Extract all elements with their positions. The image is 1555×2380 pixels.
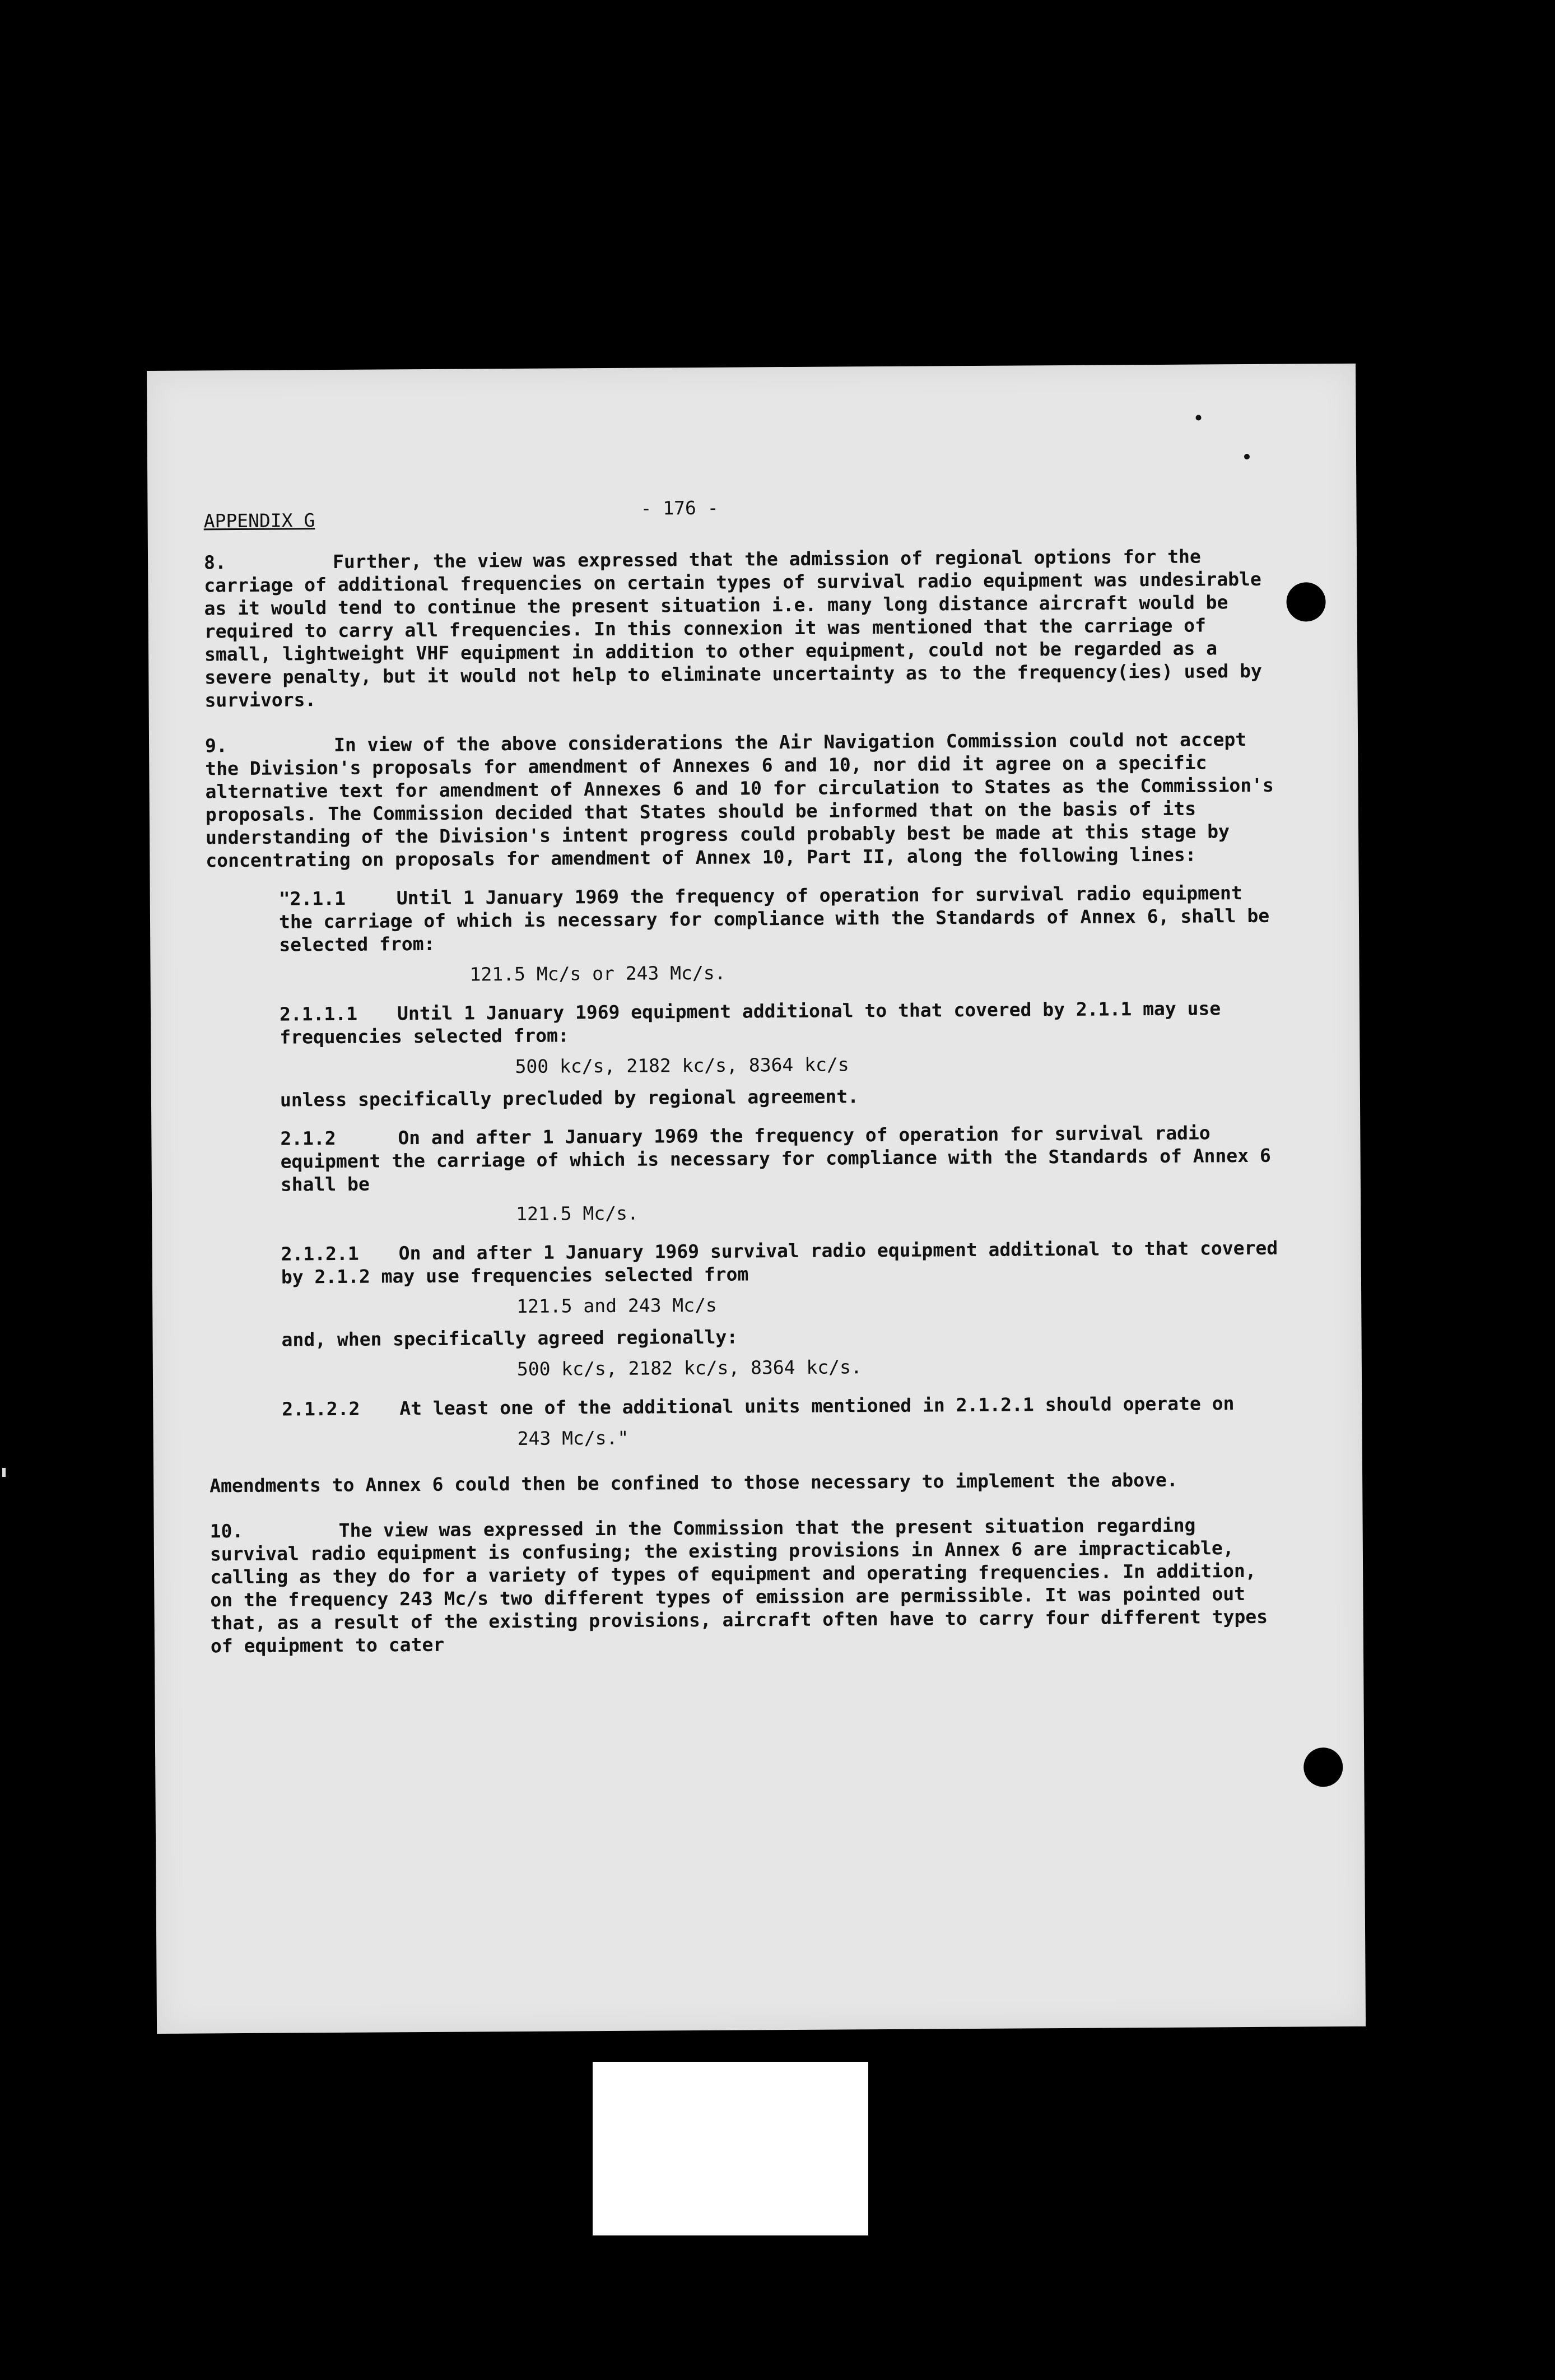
item-2-1-1-1	[280, 997, 1282, 1049]
paragraph-8	[204, 545, 1281, 712]
paragraph-number: 8.	[203, 551, 226, 574]
item-2-1-2-2	[282, 1392, 1284, 1421]
frequency-line: 500 kc/s, 2182 kc/s, 8364 kc/s.	[516, 1356, 862, 1380]
paragraph-text: Further, the view was expressed that the admission of regional options for the carriage of additional frequencies on certain types of survival radio equipment was undesirable as it would tend to continue the present situation i.e. many long distance aircraft would be required to carry all frequencies. In this connexion it was mentioned that the carriage of small, lightweight VHF equipment in addition to other equipment, could not be regarded as a severe penalty, but it would not help to eliminate uncertainty as to the frequency(ies) used by survivors.	[204, 545, 1262, 712]
item-number: 2.1.2.1	[281, 1242, 359, 1265]
page-number: - 176 -	[640, 496, 719, 519]
document-body	[203, 493, 1286, 1658]
frequency-line: 500 kc/s, 2182 kc/s, 8364 kc/s	[515, 1053, 849, 1078]
paragraph-text: The view was expressed in the Commission that the present situation regarding survival radio equipment is confusing; the existing provisions in Annex 6 are impracticable, calling as they do for a variety of types of equipment and operating frequencies. In addition, on the frequency 243 Mc/s two different types of emission are permissible. It was pointed out that, as a result of the existing provisions, aircraft often have to carry four different types of equipment to cater	[209, 1514, 1268, 1657]
paragraph-number: 10.	[209, 1519, 244, 1542]
item-text: Until 1 January 1969 the frequency of operation for survival radio equipment the carriage of which is necessary for compliance with the Standards of Annex 6, shall be selected from:	[278, 882, 1270, 956]
item-text: On and after 1 January 1969 survival radio equipment additional to that covered by 2.1.2 may use frequencies selected from	[281, 1237, 1278, 1288]
proposal-quote	[279, 881, 1285, 1452]
page-header	[203, 493, 1279, 533]
paragraph-9	[205, 728, 1281, 872]
punch-hole	[1286, 582, 1325, 621]
paragraph-10	[210, 1513, 1286, 1658]
blank-label-area	[593, 2062, 868, 2235]
item-2-1-2	[280, 1121, 1283, 1196]
item-continuation: and, when specifically agreed regionally:	[281, 1326, 738, 1351]
frequency-line: 121.5 Mc/s.	[516, 1202, 639, 1225]
frequency-line: 243 Mc/s."	[517, 1426, 629, 1449]
amendments-paragraph: Amendments to Annex 6 could then be confined to those necessary to implement the above.	[209, 1468, 1178, 1497]
appendix-label: APPENDIX G	[203, 509, 315, 532]
edge-mark	[2, 1468, 6, 1477]
item-number: 2.1.2	[280, 1127, 336, 1150]
speck	[1196, 415, 1202, 421]
item-text: On and after 1 January 1969 the frequency of operation for survival radio equipment the carriage of which is necessary for compliance with the Standards of Annex 6 shall be	[280, 1122, 1271, 1196]
item-text: At least one of the additional units mentioned in 2.1.2.1 should operate on	[399, 1392, 1235, 1420]
item-text: Until 1 January 1969 equipment additional to that covered by 2.1.1 may use frequencies selected from:	[280, 997, 1221, 1048]
frequency-line: 121.5 and 243 Mc/s	[516, 1294, 717, 1317]
item-continuation: unless specifically precluded by regional agreement.	[280, 1085, 859, 1111]
frequency-line: 121.5 Mc/s or 243 Mc/s.	[469, 961, 726, 986]
speck	[1244, 454, 1250, 459]
punch-hole	[1303, 1747, 1343, 1787]
document-page	[147, 364, 1366, 2034]
item-2-1-1	[279, 881, 1282, 956]
item-2-1-2-1	[281, 1237, 1284, 1289]
item-number: 2.1.2.2	[282, 1397, 360, 1420]
paragraph-number: 9.	[204, 735, 227, 757]
item-number: 2.1.1.1	[279, 1002, 358, 1025]
item-number: "2.1.1	[278, 887, 346, 910]
paragraph-text: In view of the above considerations the Air Navigation Commission could not accept the Division's proposals for amendment of Annexes 6 and 10, nor did it agree on a specific alternative text for amendment of Annexes 6 and 10 for circulation to States as the Commission's proposals. The Commission decided that States should be informed that on the basis of its understanding of the Division's intent progress could probably best be made at this stage by concentrating on proposals for amendment of Annex 10, Part II, along the following lines:	[205, 728, 1274, 872]
